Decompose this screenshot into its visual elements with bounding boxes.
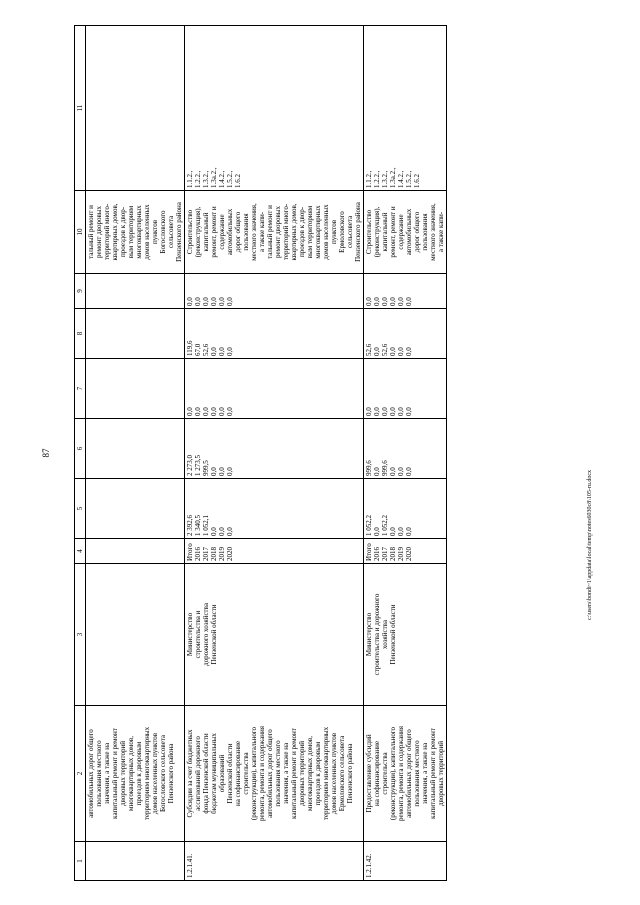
text-line: капитальный ремонт и ремонт [429, 728, 437, 819]
header-cell-1: 1 [75, 842, 86, 881]
header-cell-2: 2 [75, 706, 86, 842]
document-page [74, 26, 571, 881]
text-line: 999,6 [365, 460, 373, 476]
text-line: автомобильных дорог общего [405, 729, 413, 818]
text-line: ремонта, ремонта и содержания [397, 725, 405, 822]
code-cell: 1.2.1.42. [364, 842, 447, 881]
text-line: 1.5.2., [405, 170, 413, 188]
funding-cell-c9 [364, 274, 447, 309]
text-line: 0,0 [405, 407, 413, 416]
text-line: вым территориям [127, 205, 135, 259]
text-line: местного значения, [429, 203, 437, 261]
text-line: 0,0 [226, 347, 234, 356]
text-line: а также капи- [258, 211, 266, 253]
text-line: 0,0 [218, 467, 226, 476]
text-line: 0,0 [381, 407, 389, 416]
text-line: 0,0 [202, 407, 210, 416]
text-line: дворовых территорий [298, 741, 306, 806]
text-line: пунктов [330, 219, 338, 245]
text-line: Строительство [186, 209, 194, 255]
text-line: 2020 [405, 547, 413, 561]
text-line: 2 392,6 [186, 515, 194, 536]
text-line: 0,0 [194, 407, 202, 416]
text-line: 1.3.2., [381, 170, 389, 188]
text-line: территорий много- [282, 203, 290, 261]
text-line: домов населенных пунктов [330, 732, 338, 815]
text-line: ремонт дворовых [95, 206, 103, 258]
text-line: 1.6.2 [413, 174, 421, 188]
text-line: местного значения, [250, 203, 258, 261]
empty-cell [86, 359, 185, 419]
header-cell-7: 7 [75, 359, 86, 419]
text-line: Итого [186, 543, 194, 561]
result-cell [185, 191, 364, 274]
text-line: Итого [365, 543, 373, 561]
funding-cell-c8 [364, 309, 447, 359]
text-line: многоквартирных [135, 205, 143, 259]
text-line: многоквартирных [314, 205, 322, 259]
text-line: 2020 [226, 547, 234, 561]
text-line: ассигнований дорожного [194, 736, 202, 811]
page-number: 87 [41, 448, 51, 458]
year-cell [185, 539, 364, 564]
text-line: 2 273,0 [186, 455, 194, 476]
text-line: 1.4.2., [397, 170, 405, 188]
text-line: 0,0 [389, 297, 397, 306]
program-measures-table [74, 25, 447, 881]
text-line: (реконструкции), капитального [389, 726, 397, 821]
text-line: строительства и [194, 610, 202, 659]
text-line: Богословского [159, 210, 167, 254]
indicators-cell [364, 26, 447, 191]
text-line: 1.2.2., [194, 170, 202, 188]
text-line: 0,0 [397, 347, 405, 356]
text-line: Пензенского района [354, 202, 362, 262]
text-line: пользования местного [274, 740, 282, 807]
text-line: 1.4.2., [218, 170, 226, 188]
text-line: проездов к двор- [298, 206, 306, 258]
text-line: Пензенской области [226, 743, 234, 804]
text-line: 0,0 [218, 407, 226, 416]
text-line: 0,0 [210, 297, 218, 306]
indicators-cell [86, 26, 185, 191]
text-line: 0,0 [202, 297, 210, 306]
text-line: территориям многоквартирных [143, 726, 151, 821]
text-line: территорий много- [103, 203, 111, 261]
text-line: 2019 [218, 547, 226, 561]
funding-cell-c7 [364, 359, 447, 419]
text-line: Министерство [365, 612, 373, 657]
text-line: дорог общего [234, 211, 242, 253]
funding-cell-c6 [185, 419, 364, 479]
text-line: автомобильных [226, 208, 234, 256]
text-line: Богословского сельсовета [159, 734, 167, 813]
text-line: дворовых территорий [119, 741, 127, 806]
text-line: 0,0 [226, 297, 234, 306]
text-line: Предоставление субсидий [365, 734, 373, 813]
text-line: Субсидии за счет бюджетных [186, 729, 194, 818]
text-line: ремонт дворовых [274, 206, 282, 258]
text-line: 0,0 [218, 527, 226, 536]
text-line: 999,6 [381, 460, 389, 476]
text-line: (реконструкции), капитального [250, 726, 258, 821]
text-line: пунктов [151, 219, 159, 245]
text-line: строительства [381, 752, 389, 795]
text-line: а также капи- [437, 211, 445, 253]
text-line: 0,0 [397, 407, 405, 416]
text-line: автомобильных дорог общего [87, 729, 95, 818]
text-line: капитальный ремонт и ремонт [111, 728, 119, 819]
text-line: 0,0 [186, 297, 194, 306]
funding-cell-c8 [185, 309, 364, 359]
header-cell-4: 4 [75, 539, 86, 564]
text-line: 0,0 [210, 527, 218, 536]
empty-cell [86, 419, 185, 479]
text-line: пользования [242, 213, 250, 251]
text-line: 52,6 [202, 343, 210, 356]
text-line: 1 340,5 [194, 515, 202, 536]
code-cell [86, 842, 185, 881]
text-line: Строительство [365, 209, 373, 255]
text-line: 0,0 [389, 527, 397, 536]
text-line: 1 273,5 [194, 455, 202, 476]
text-line: 0,0 [194, 297, 202, 306]
result-cell [364, 191, 447, 274]
text-line: строительства [242, 752, 250, 795]
text-line: 999,5 [202, 460, 210, 476]
text-line: Пензенского района [167, 743, 175, 804]
text-line: хозяйства [381, 620, 389, 649]
measure-row [364, 26, 447, 881]
funding-cell-c7 [185, 359, 364, 419]
empty-cell [86, 309, 185, 359]
text-line: 119,6 [186, 340, 194, 356]
text-line: дворовых территорий [437, 741, 445, 806]
text-line: Пензенского района [346, 743, 354, 804]
text-line: содержание [218, 214, 226, 250]
text-line: автомобильных дорог общего [266, 729, 274, 818]
text-line: 0,0 [405, 527, 413, 536]
text-line: Министерство [186, 612, 194, 657]
empty-cell [86, 479, 185, 539]
text-line: 0,0 [373, 527, 381, 536]
text-line: 0,0 [210, 407, 218, 416]
text-line: 0,0 [186, 407, 194, 416]
text-line: 0,0 [218, 347, 226, 356]
text-line: 0,0 [373, 467, 381, 476]
text-line: дорог общего [413, 211, 421, 253]
text-line: 0,0 [210, 347, 218, 356]
text-line: 0,0 [397, 527, 405, 536]
text-line: 1.1.2., [186, 170, 194, 188]
text-line: многоквартирных домов, [306, 736, 314, 811]
text-line: фонда Пензенской области [202, 733, 210, 814]
text-line: 1.1.2., [365, 170, 373, 188]
text-line: Пензенского района [175, 202, 183, 262]
text-line: вым территориям [306, 205, 314, 259]
text-line: 67,0 [194, 343, 202, 356]
text-line: 0,0 [389, 347, 397, 356]
text-line: 0,0 [365, 407, 373, 416]
text-line: 2016 [194, 547, 202, 561]
measure-name-cell [364, 706, 447, 842]
text-line: 0,0 [397, 467, 405, 476]
text-line: ремонт, ремонт и [210, 206, 218, 258]
empty-cell [86, 564, 185, 706]
text-line: 52,6 [381, 343, 389, 356]
indicators-cell [185, 26, 364, 191]
empty-cell [86, 274, 185, 309]
text-line: 1.3а.2., [210, 167, 218, 188]
text-line: 0,0 [389, 467, 397, 476]
text-line: домов населенных [143, 204, 151, 260]
text-line: 0,0 [373, 347, 381, 356]
text-line: многоквартирных домов, [127, 736, 135, 811]
header-cell-11: 11 [75, 26, 86, 191]
text-line: 0,0 [218, 297, 226, 306]
text-line: пользования местного [413, 740, 421, 807]
year-cell [364, 539, 447, 564]
text-line: тальный ремонт и [266, 205, 274, 259]
text-line: проездов к двор- [119, 206, 127, 258]
text-line: 0,0 [397, 297, 405, 306]
text-line: сельсовета [346, 215, 354, 249]
result-cell [86, 191, 185, 274]
text-line: 1 052,1 [202, 515, 210, 536]
text-line: значения, а также на [282, 742, 290, 805]
text-line: сельсовета [167, 215, 175, 249]
text-line: пользования [421, 213, 429, 251]
code-cell: 1.2.1.41. [185, 842, 364, 881]
executor-cell [364, 564, 447, 706]
text-line: 0,0 [373, 407, 381, 416]
header-cell-10: 10 [75, 191, 86, 274]
text-line: 0,0 [226, 407, 234, 416]
empty-cell [86, 539, 185, 564]
header-cell-5: 5 [75, 479, 86, 539]
header-cell-9: 9 [75, 274, 86, 309]
text-line: Ермоловского сельсовета [338, 735, 346, 812]
text-line: 0,0 [226, 527, 234, 536]
text-line: 0,0 [365, 297, 373, 306]
text-line: территориям многоквартирных [322, 726, 330, 821]
text-line: дорожного хозяйства [202, 603, 210, 666]
text-line: 2018 [210, 547, 218, 561]
measure-row [185, 26, 364, 881]
measure-name-cell [185, 706, 364, 842]
text-line: 0,0 [405, 297, 413, 306]
text-line: квартирных домов, [290, 203, 298, 261]
text-line: на софинансирование [373, 741, 381, 806]
executor-cell [185, 564, 364, 706]
text-line: Ермоловского [338, 211, 346, 253]
text-line: 1 052,2 [381, 515, 389, 536]
text-line: автомобильных [405, 208, 413, 256]
text-line: строительства и дорожного [373, 593, 381, 676]
text-line: капитальный ремонт и ремонт [290, 728, 298, 819]
text-line: Пензенской области [389, 604, 397, 665]
measure-name-cell [86, 706, 185, 842]
text-line: содержание [397, 214, 405, 250]
text-line: 1 052,2 [365, 515, 373, 536]
text-line: 0,0 [226, 467, 234, 476]
header-cell-3: 3 [75, 564, 86, 706]
text-line: капитальный [381, 212, 389, 252]
text-line: 0,0 [210, 467, 218, 476]
text-line: ремонт, ремонт и [389, 206, 397, 258]
text-line: значения, а также на [421, 742, 429, 805]
text-line: 0,0 [381, 297, 389, 306]
text-line: 1.3а.2., [389, 167, 397, 188]
footer-file-path: c:\users\bondi~1\appdata\local\temp\notes6030c8\105-ru.docx [587, 469, 593, 620]
text-line: на софинансирование [234, 741, 242, 806]
header-cell-6: 6 [75, 419, 86, 479]
text-line: домов населенных пунктов [151, 732, 159, 815]
funding-cell-c6 [364, 419, 447, 479]
text-line: 2018 [389, 547, 397, 561]
text-line: квартирных домов, [111, 203, 119, 261]
text-line: 1.3.2., [202, 170, 210, 188]
text-line: 2019 [397, 547, 405, 561]
text-line: 1.6.2 [234, 174, 242, 188]
continuation-row [86, 26, 185, 881]
funding-cell-c9 [185, 274, 364, 309]
funding-cell-c5 [364, 479, 447, 539]
text-line: образований [218, 754, 226, 793]
text-line: проездов к дворовым [314, 741, 322, 806]
text-line: 2016 [373, 547, 381, 561]
text-line: значения, а также на [103, 742, 111, 805]
text-line: Пензенской области [210, 604, 218, 665]
text-line: ремонта, ремонта и содержания [258, 725, 266, 822]
text-line: 0,0 [373, 297, 381, 306]
text-line: 0,0 [389, 407, 397, 416]
text-line: 52,6 [365, 343, 373, 356]
text-line: бюджетам муниципальных [210, 733, 218, 814]
text-line: 1.5.2., [226, 170, 234, 188]
text-line: пользования местного [95, 740, 103, 807]
funding-cell-c5 [185, 479, 364, 539]
text-line: тальный ремонт и [87, 205, 95, 259]
header-cell-8: 8 [75, 309, 86, 359]
text-line: (реконструкция), [373, 206, 381, 258]
text-line: 1.2.2., [373, 170, 381, 188]
text-line: 0,0 [405, 467, 413, 476]
text-line: 0,0 [405, 347, 413, 356]
text-line: проездов к дворовым [135, 741, 143, 806]
text-line: домов населенных [322, 204, 330, 260]
text-line: капитальный [202, 212, 210, 252]
text-line: (реконструкция), [194, 206, 202, 258]
column-number-header-row [75, 26, 86, 881]
text-line: 2017 [381, 547, 389, 561]
text-line: 2017 [202, 547, 210, 561]
